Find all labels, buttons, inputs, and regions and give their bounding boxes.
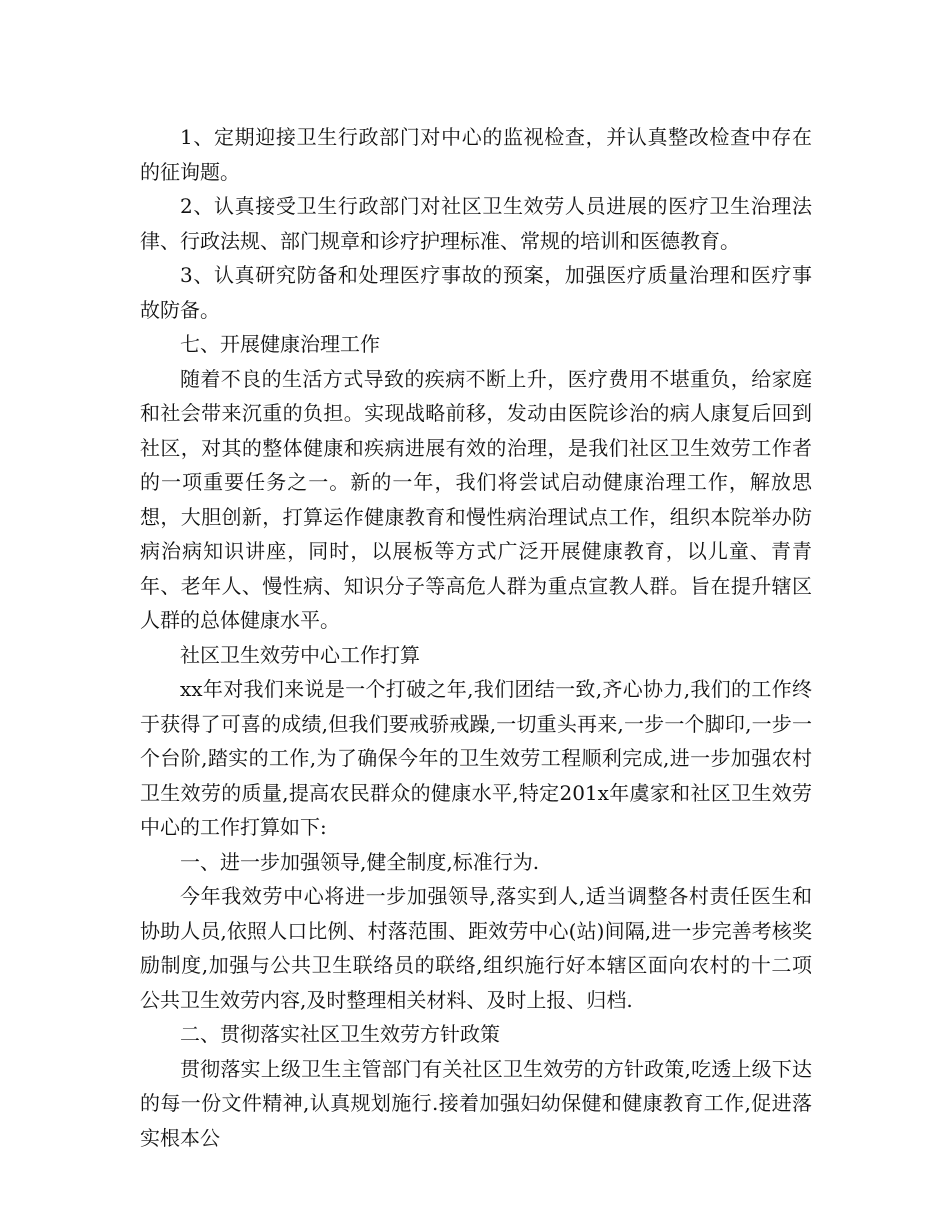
section-title-work-plan: 社区卫生效劳中心工作打算 bbox=[180, 642, 420, 667]
paragraph-policy: 贯彻落实上级卫生主管部门有关社区卫生效劳的方针政策,吃透上级下达的每一份文件精神,认真规划施行.接着加强妇幼保健和健康教育工作,促进落实根本公 bbox=[140, 1056, 812, 1150]
paragraph-item-3-accident-prevention: 3、认真研究防备和处理医疗事故的预案，加强医疗质量治理和医疗事故防备。 bbox=[140, 263, 812, 322]
document-body bbox=[140, 120, 812, 1155]
section-heading-leadership: 一、进一步加强领导,健全制度,标准行为. bbox=[180, 849, 540, 874]
paragraph-leadership: 今年我效劳中心将进一步加强领导,落实到人,适当调整各村责任医生和协助人员,依照人口比例、村落范围、距效劳中心(站)间隔,进一步完善考核奖励制度,加强与公共卫生联络员的联络,组织施行好本辖区面向农村的十二项公共卫生效劳内容,及时整理相关材料、及时上报、归档. bbox=[140, 884, 812, 1012]
paragraph-work-plan-intro: xx年对我们来说是一个打破之年,我们团结一致,齐心协力,我们的工作终于获得了可喜的成绩,但我们要戒骄戒躁,一切重头再来,一步一个脚印,一步一个台阶,踏实的工作,为了确保今年的卫生效劳工程顺利完成,进一步加强农村卫生效劳的质量,提高农民群众的健康水平,特定201x年虞家和社区卫生效劳中心的工作打算如下: bbox=[140, 677, 812, 839]
paragraph-item-1-supervision: 1、定期迎接卫生行政部门对中心的监视检查，并认真整改检查中存在的征询题。 bbox=[140, 125, 812, 184]
paragraph-health-management: 随着不良的生活方式导致的疾病不断上升，医疗费用不堪重负，给家庭和社会带来沉重的负担。实现战略前移，发动由医院诊治的病人康复后回到社区，对其的整体健康和疾病进展有效的治理，是我们社区卫生效劳工作者的一项重要任务之一。新的一年，我们将尝试启动健康治理工作，解放思想，大胆创新，打算运作健康教育和慢性病治理试点工作，组织本院举办防病治病知识讲座，同时，以展板等方式广泛开展健康教育，以儿童、青青年、老年人、慢性病、知识分子等高危人群为重点宣教人群。旨在提升辖区人群的总体健康水平。 bbox=[140, 366, 812, 632]
paragraph-item-2-training: 2、认真接受卫生行政部门对社区卫生效劳人员进展的医疗卫生治理法律、行政法规、部门规章和诊疗护理标准、常规的培训和医德教育。 bbox=[140, 194, 812, 253]
section-heading-policy: 二、贯彻落实社区卫生效劳方针政策 bbox=[180, 1022, 500, 1046]
section-heading-health-management: 七、开展健康治理工作 bbox=[180, 332, 380, 356]
